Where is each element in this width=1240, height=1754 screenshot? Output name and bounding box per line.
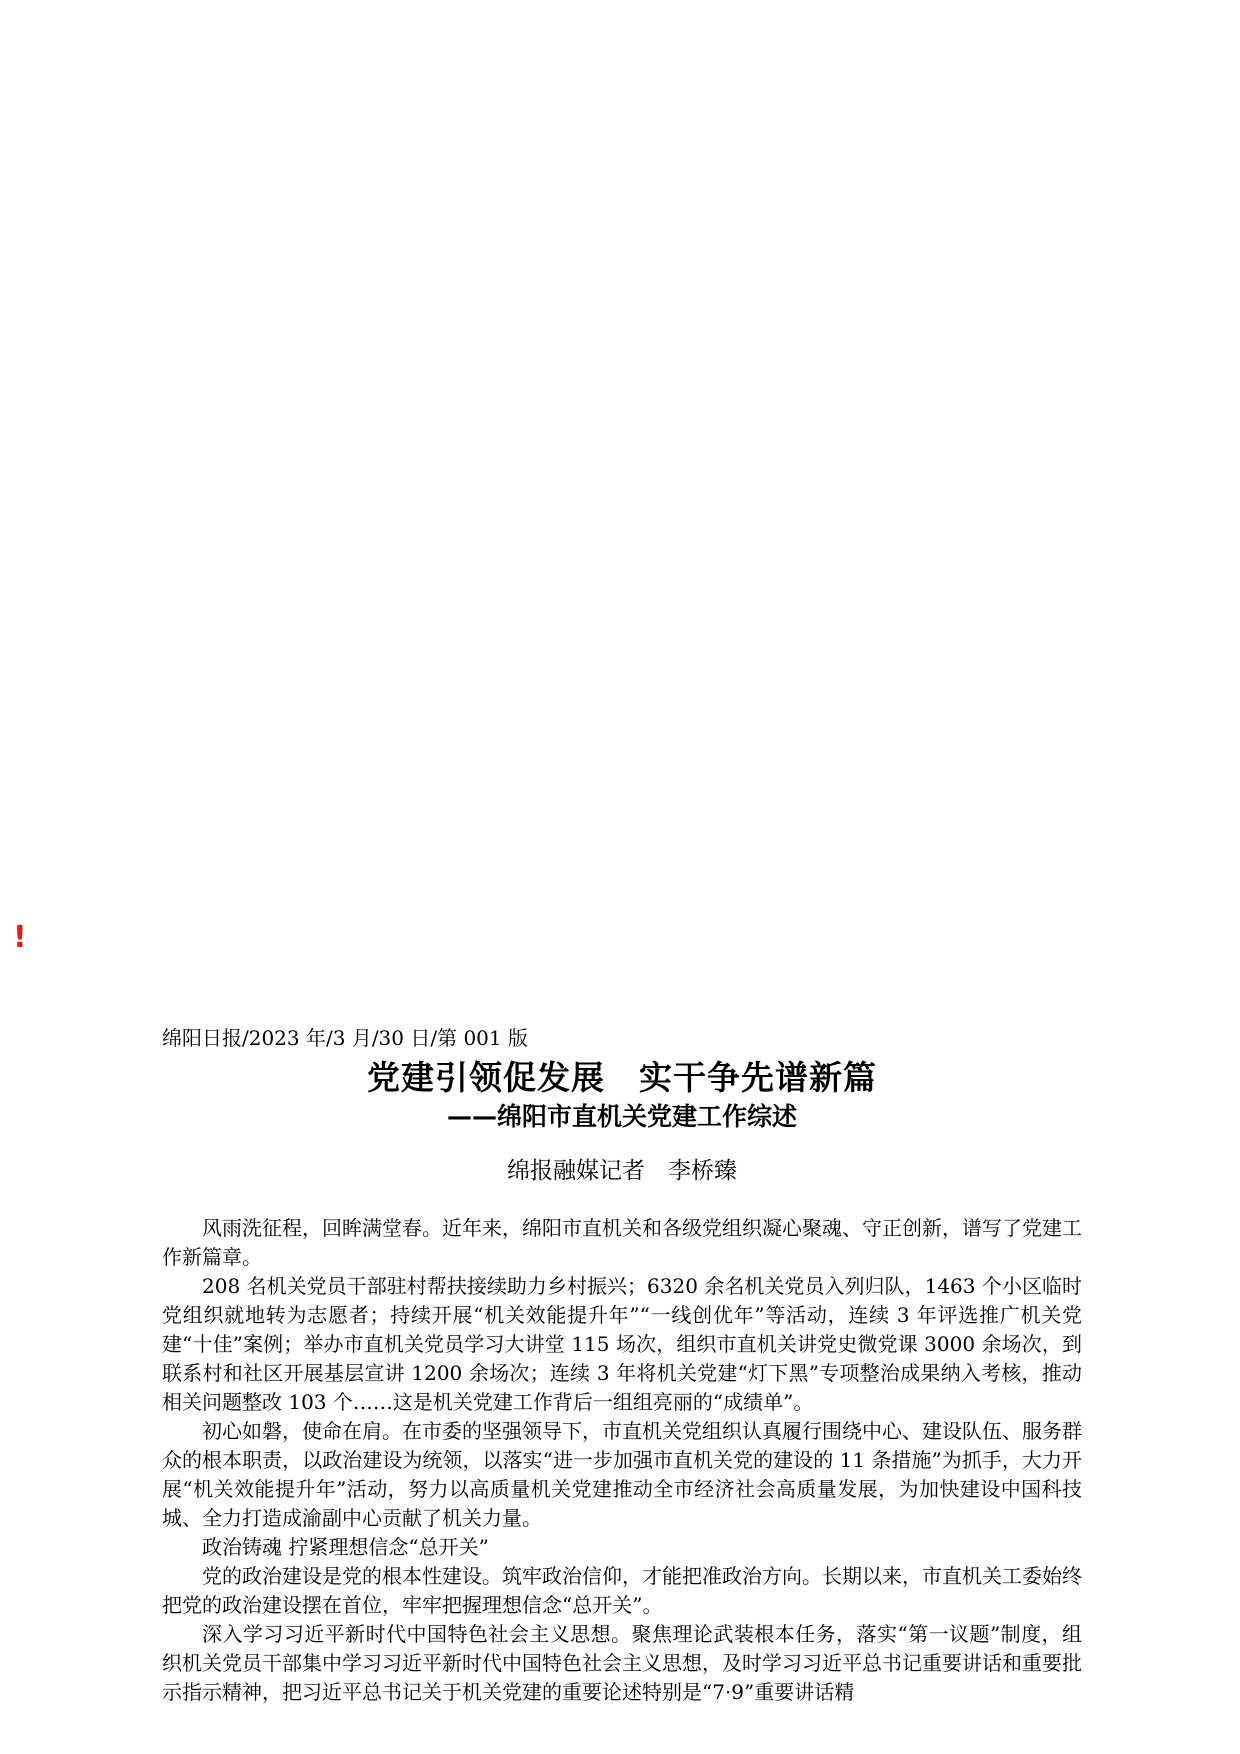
section-heading: 政治铸魂 拧紧理想信念“总开关”: [202, 1535, 489, 1559]
warning-mark: !: [13, 920, 27, 955]
paragraph: 党的政治建设是党的根本性建设。筑牢政治信仰，才能把准政治方向。长期以来，市直机关工委始终把党的政治建设摆在首位，牢牢把握理想信念“总开关”。: [162, 1564, 1082, 1617]
article-subtitle: ——绵阳市直机关党建工作综述: [446, 1102, 797, 1131]
article-title: 党建引领促发展 实干争先谱新篇: [367, 1058, 877, 1097]
paragraph: 深入学习习近平新时代中国特色社会主义思想。聚焦理论武装根本任务，落实“第一议题”制度，组织机关党员干部集中学习习近平新时代中国特色社会主义思想，及时学习习近平总书记重要讲话和重要批示指示精神，把习近平总书记关于机关党建的重要论述特别是“7·9”重要讲话精: [162, 1622, 1082, 1704]
byline: 绵报融媒记者 李桥臻: [507, 1158, 737, 1184]
article: [162, 1022, 1082, 1707]
paragraph: 风雨洗征程，回眸满堂春。近年来，绵阳市直机关和各级党组织凝心聚魂、守正创新，谱写了党建工作新篇章。: [162, 1216, 1082, 1269]
source-line: 绵阳日报/2023 年/3 月/30 日/第 001 版: [162, 1026, 528, 1050]
paragraph: 初心如磐，使命在肩。在市委的坚强领导下，市直机关党组织认真履行围绕中心、建设队伍、服务群众的根本职责，以政治建设为统领，以落实“进一步加强市直机关党的建设的 11 条措施”为抓手，大力开展“机关效能提升年”活动，努力以高质量机关党建推动全市经济社会高质量发展，为加快建设中国科技城、全力打造成渝副中心贡献了机关力量。: [162, 1419, 1082, 1530]
paragraph: 208 名机关党员干部驻村帮扶接续助力乡村振兴；6320 余名机关党员入列归队，1463 个小区临时党组织就地转为志愿者；持续开展“机关效能提升年”“一线创优年”等活动，连续 3 年评选推广机关党建“十佳”案例；举办市直机关党员学习大讲堂 115 场次，组织市直机关讲党史微党课 3000 余场次，到联系村和社区开展基层宣讲 1200 余场次；连续 3 年将机关党建“灯下黑”专项整治成果纳入考核，推动相关问题整改 103 个……这是机关党建工作背后一组组亮丽的“成绩单”。: [162, 1274, 1082, 1414]
